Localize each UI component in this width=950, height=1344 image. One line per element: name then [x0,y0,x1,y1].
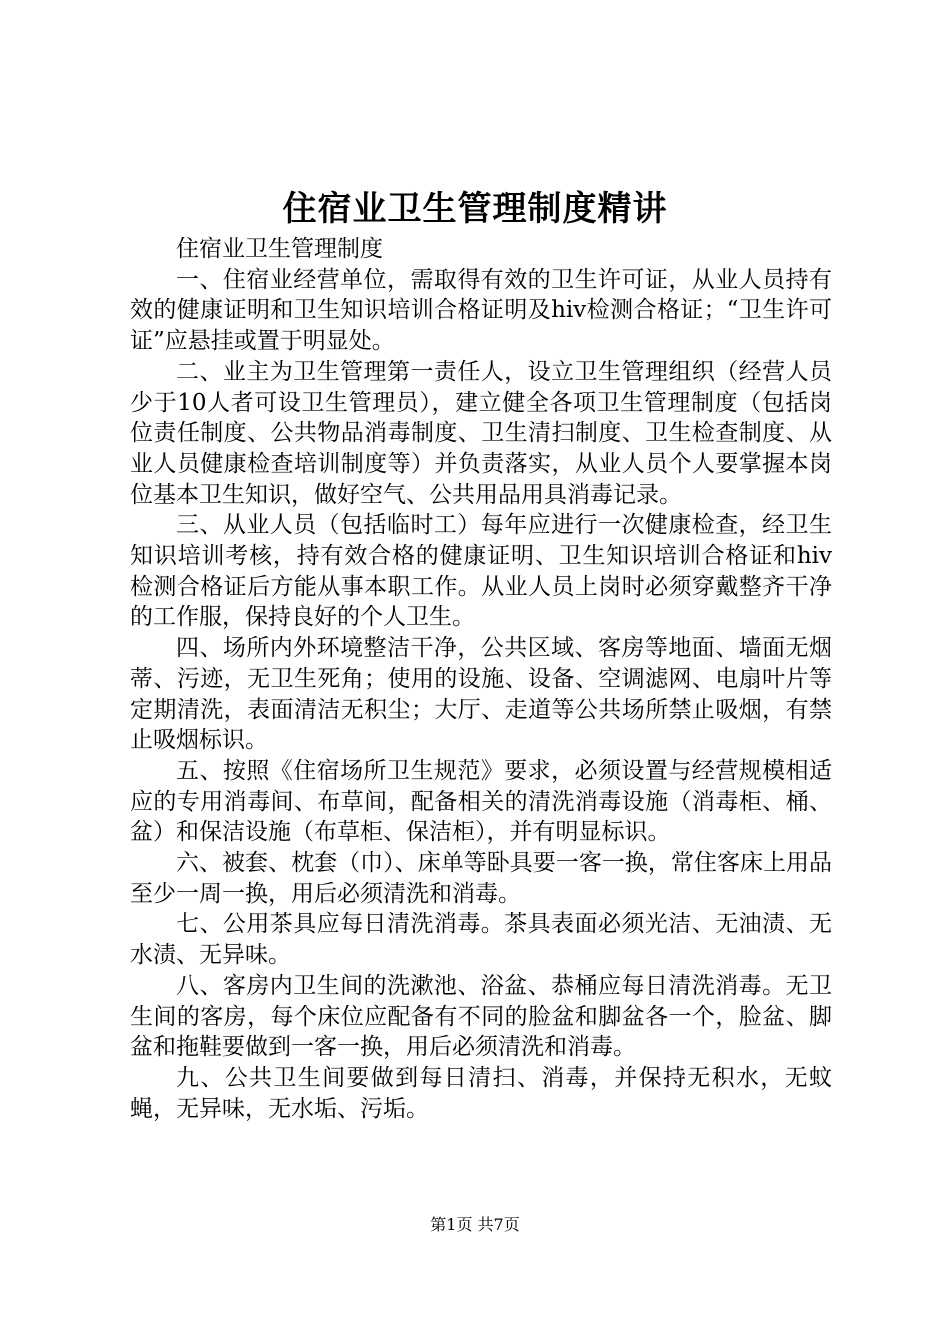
document-body [130,234,832,1124]
document-title: 住宿业卫生管理制度精讲 [282,189,668,229]
paragraph-1: 一、住宿业经营单位，需取得有效的卫生许可证，从业人员持有效的健康证明和卫生知识培训合格证明及hiv检测合格证；“卫生许可证”应悬挂或置于明显处。 [130,266,832,355]
paragraph-9: 九、公共卫生间要做到每日清扫、消毒，并保持无积水，无蚊蝇，无异味，无水垢、污垢。 [130,1064,832,1122]
paragraph-7: 七、公用茶具应每日清洗消毒。茶具表面必须光洁、无油渍、无水渍、无异味。 [130,911,832,969]
paragraph-5: 五、按照《住宿场所卫生规范》要求，必须设置与经营规模相适应的专用消毒间、布草间，配备相关的清洗消毒设施（消毒柜、桶、盆）和保洁设施（布草柜、保洁柜），并有明显标识。 [130,757,832,846]
paragraph-2: 二、业主为卫生管理第一责任人，设立卫生管理组织（经营人员少于10人者可设卫生管理员），建立健全各项卫生管理制度（包括岗位责任制度、公共物品消毒制度、卫生清扫制度、卫生检查制度、从业人员健康检查培训制度等）并负责落实，从业人员个人要掌握本岗位基本卫生知识，做好空气、公共用品用具消毒记录。 [130,358,832,508]
paragraph-6: 六、被套、枕套（巾）、床单等卧具要一客一换，常住客床上用品至少一周一换，用后必须清洗和消毒。 [130,850,832,907]
paragraph-8: 八、客房内卫生间的洗漱池、浴盆、恭桶应每日清洗消毒。无卫生间的客房，每个床位应配备有不同的脸盆和脚盆各一个，脸盆、脚盆和拖鞋要做到一客一换，用后必须清洗和消毒。 [130,972,832,1061]
document-subtitle: 住宿业卫生管理制度 [176,236,383,262]
paragraph-3: 三、从业人员（包括临时工）每年应进行一次健康检查，经卫生知识培训考核，持有效合格的健康证明、卫生知识培训合格证和hiv检测合格证后方能从事本职工作。从业人员上岗时必须穿戴整齐干净的工作服，保持良好的个人卫生。 [130,512,832,631]
paragraph-4: 四、场所内外环境整洁干净，公共区域、客房等地面、墙面无烟蒂、污迹，无卫生死角；使用的设施、设备、空调滤网、电扇叶片等定期清洗，表面清洁无积尘；大厅、走道等公共场所禁止吸烟，有禁止吸烟标识。 [130,635,832,754]
page-number-footer: 第1页 共7页 [430,1215,520,1234]
